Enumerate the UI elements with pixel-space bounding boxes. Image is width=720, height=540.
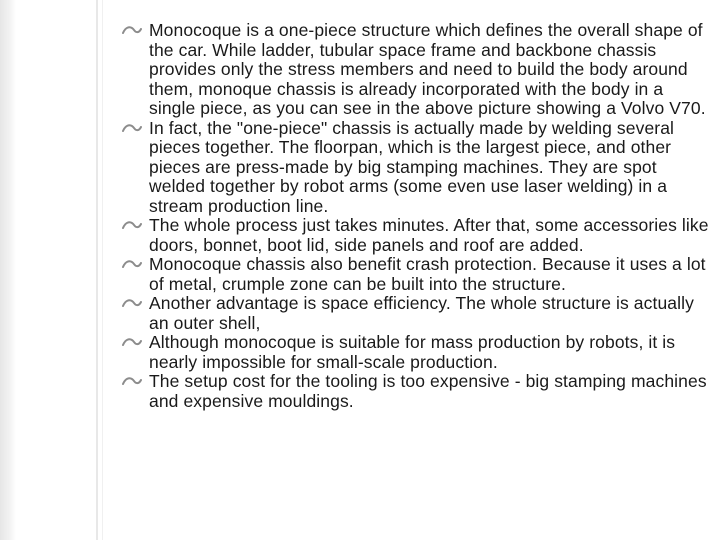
bullet-text: Another advantage is space efficiency. The whole structure is actually an outer shell, [149, 293, 694, 333]
vertical-rule [96, 0, 98, 540]
bullet-item [106, 119, 714, 217]
curl-bullet-icon [122, 259, 142, 271]
bullet-text: The setup cost for the tooling is too expensive - big stamping machines and expensive mouldings. [149, 371, 707, 411]
curl-bullet-icon [122, 25, 142, 37]
vertical-rule-inner [102, 0, 103, 540]
bullet-text: The whole process just takes minutes. After that, some accessories like doors, bonnet, boot lid, side panels and roof are added. [149, 215, 709, 255]
bullet-item [106, 21, 714, 119]
bullet-list [106, 21, 714, 411]
bullet-item [106, 372, 714, 411]
bullet-item [106, 294, 714, 333]
curl-bullet-icon [122, 337, 142, 349]
curl-bullet-icon [122, 220, 142, 232]
bullet-text: In fact, the "one-piece" chassis is actually made by welding several pieces together. The floorpan, which is the largest piece, and other pieces are press-made by big stamping machines. They are spot welded together by robot arms (some even use laser welding) in a stream production line. [149, 117, 675, 216]
bullet-item [106, 255, 714, 294]
bullet-text: Although monocoque is suitable for mass production by robots, it is nearly impossible for small-scale production. [149, 332, 676, 372]
bullet-text: Monocoque is a one-piece structure which defines the overall shape of the car. While ladder, tubular space frame and backbone chassis provides only the stress members and need to build the body around them, monoque chassis is already incorporated with the body in a single piece, as you can see in the above picture showing a Volvo V70. [149, 20, 706, 118]
slide-body [106, 21, 714, 411]
curl-bullet-icon [122, 376, 142, 388]
bullet-text: Monocoque chassis also benefit crash protection. Because it uses a lot of metal, crumple zone can be built into the structure. [149, 254, 706, 294]
curl-bullet-icon [122, 298, 142, 310]
curl-bullet-icon [122, 123, 142, 135]
bullet-item [106, 216, 714, 255]
left-edge-shading [0, 0, 16, 540]
bullet-item [106, 333, 714, 372]
